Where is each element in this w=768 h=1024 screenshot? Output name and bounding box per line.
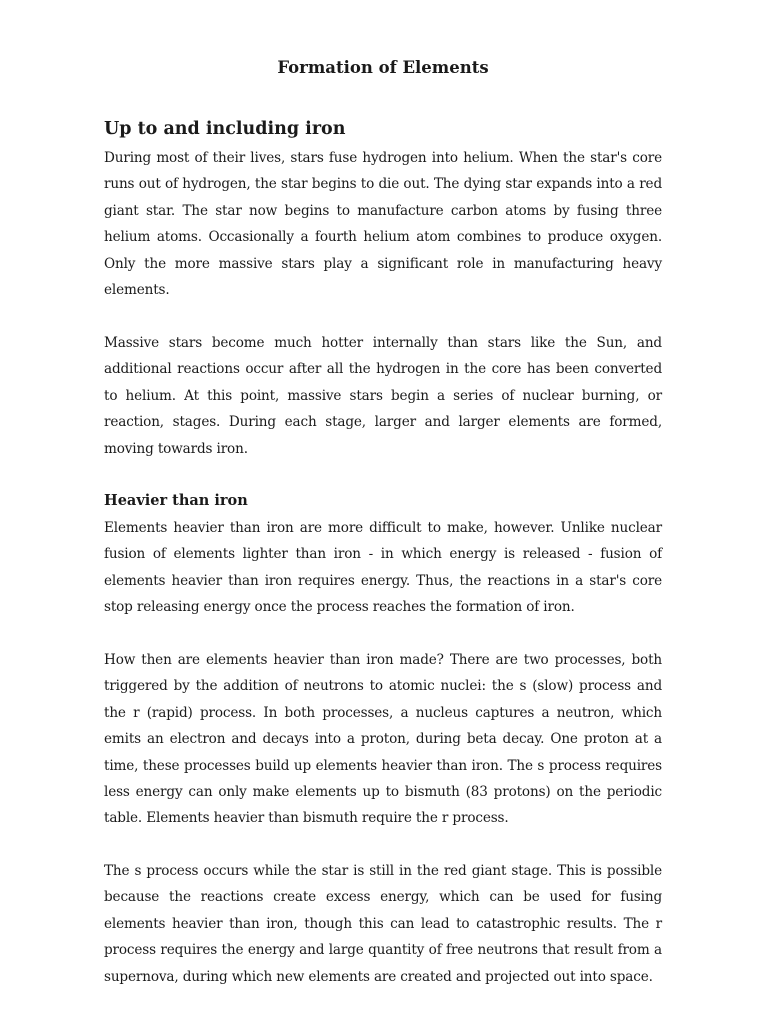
- document-title: Formation of Elements: [277, 58, 489, 77]
- paragraph-stellar-fusion: During most of their lives, stars fuse hydrogen into helium. When the star's core runs out of hydrogen, the star begins to die out. The dying star expands into a red giant star. The star now begins to manufacture carbon atoms by fusing three helium atoms. Occasionally a fourth helium atom combines to produce oxygen. Only the more massive stars play a significant role in manufacturing heavy elements.: [104, 150, 662, 299]
- section-heading-up-to-iron: Up to and including iron: [104, 119, 346, 139]
- section-heading-heavier-than-iron: Heavier than iron: [104, 492, 248, 509]
- paragraph-s-and-r-processes: How then are elements heavier than iron made? There are two processes, both triggered by the addition of neutrons to atomic nuclei: the s (slow) process and the r (rapid) process. In both processes, a nucleus captures a neutron, which emits an electron and decays into a proton, during beta decay. One proton at a time, these processes build up elements heavier than iron. The s process requires less energy can only make elements up to bismuth (83 protons) on the periodic table. Elements heavier than bismuth require the r process.: [104, 652, 662, 827]
- paragraph-red-giant-supernova: The s process occurs while the star is still in the red giant stage. This is possible because the reactions create excess energy, which can be used for fusing elements heavier than iron, though this can lead to catastrophic results. The r process requires the energy and large quantity of free neutrons that result from a supernova, during which new elements are created and projected out into space.: [104, 863, 662, 985]
- paragraph-heavier-elements-energy: Elements heavier than iron are more difficult to make, however. Unlike nuclear fusion of elements lighter than iron - in which energy is released - fusion of elements heavier than iron requires energy. Thus, the reactions in a star's core stop releasing energy once the process reaches the formation of iron.: [104, 520, 662, 616]
- paragraph-massive-stars: Massive stars become much hotter internally than stars like the Sun, and additional reactions occur after all the hydrogen in the core has been converted to helium. At this point, massive stars begin a series of nuclear burning, or reaction, stages. During each stage, larger and larger elements are formed, moving towards iron.: [104, 335, 662, 457]
